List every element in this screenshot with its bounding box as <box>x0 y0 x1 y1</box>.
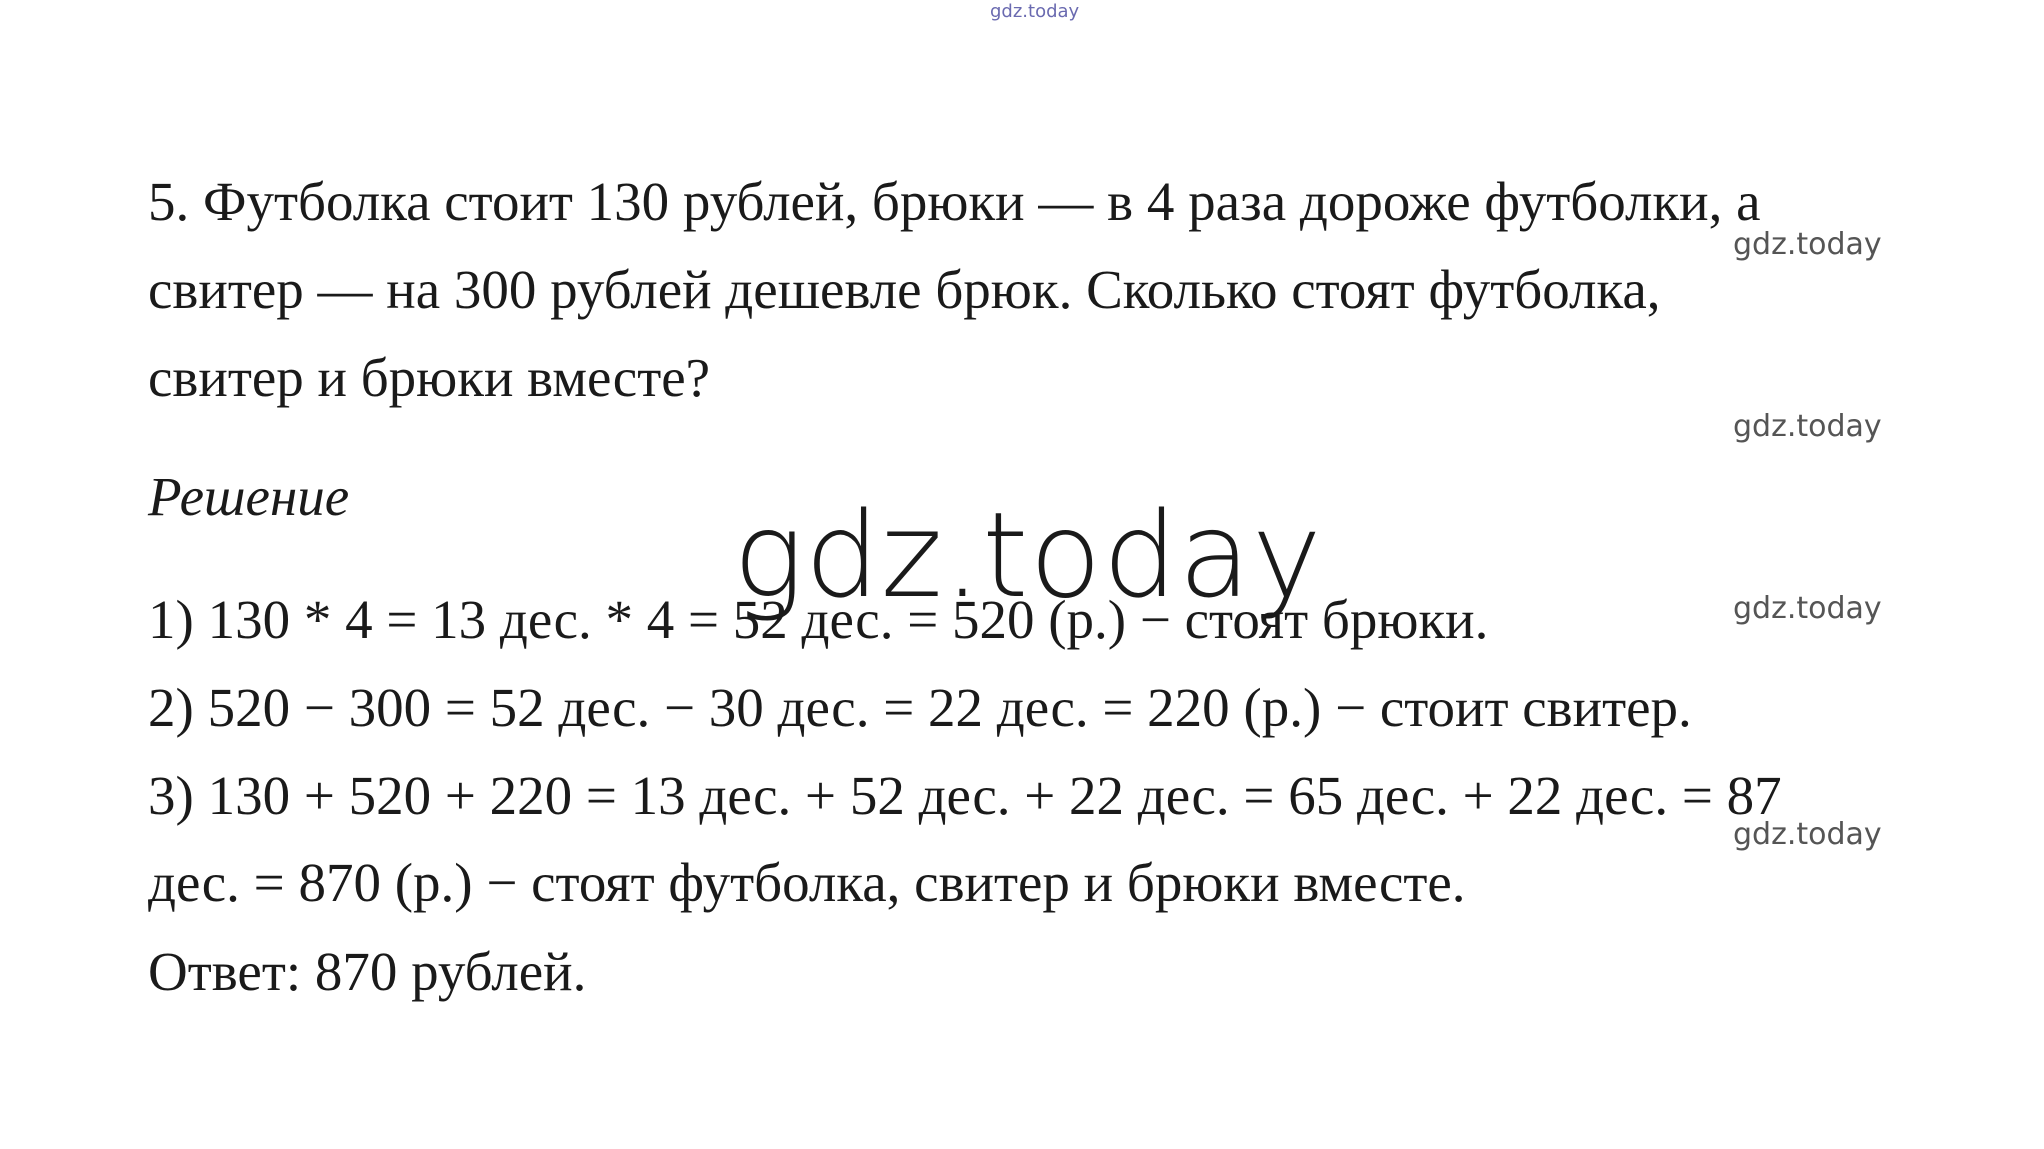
solution-step-3-line-2: дес. = 870 (р.) − стоят футболка, свитер и брюки вместе. <box>148 852 1466 913</box>
solution-heading: Решение <box>148 466 350 527</box>
solution-answer: Ответ: 870 рублей. <box>148 941 587 1002</box>
solution-step-3-line-1: 3) 130 + 520 + 220 = 13 дес. + 52 дес. + 22 дес. = 65 дес. + 22 дес. = 87 <box>148 765 1782 826</box>
solution-step-1: 1) 130 * 4 = 13 дес. * 4 = 52 дес. = 520 (р.) − стоят брюки. <box>148 589 1489 650</box>
problem-line-1: 5. Футболка стоит 130 рублей, брюки — в 4 раза дороже футболки, а <box>148 171 1761 232</box>
watermark-center: gdz.today <box>733 486 1323 624</box>
watermark-side-1: gdz.today <box>1733 227 1882 262</box>
watermark-top: gdz.today <box>990 1 1080 22</box>
watermark-side-2: gdz.today <box>1733 409 1882 444</box>
solution-step-2: 2) 520 − 300 = 52 дес. − 30 дес. = 22 дес. = 220 (р.) − стоит свитер. <box>148 677 1692 738</box>
watermark-side-4: gdz.today <box>1733 817 1882 852</box>
problem-line-2: свитер — на 300 рублей дешевле брюк. Сколько стоят футболка, <box>148 259 1661 320</box>
watermark-side-3: gdz.today <box>1733 591 1882 626</box>
problem-line-3: свитер и брюки вместе? <box>148 347 711 408</box>
